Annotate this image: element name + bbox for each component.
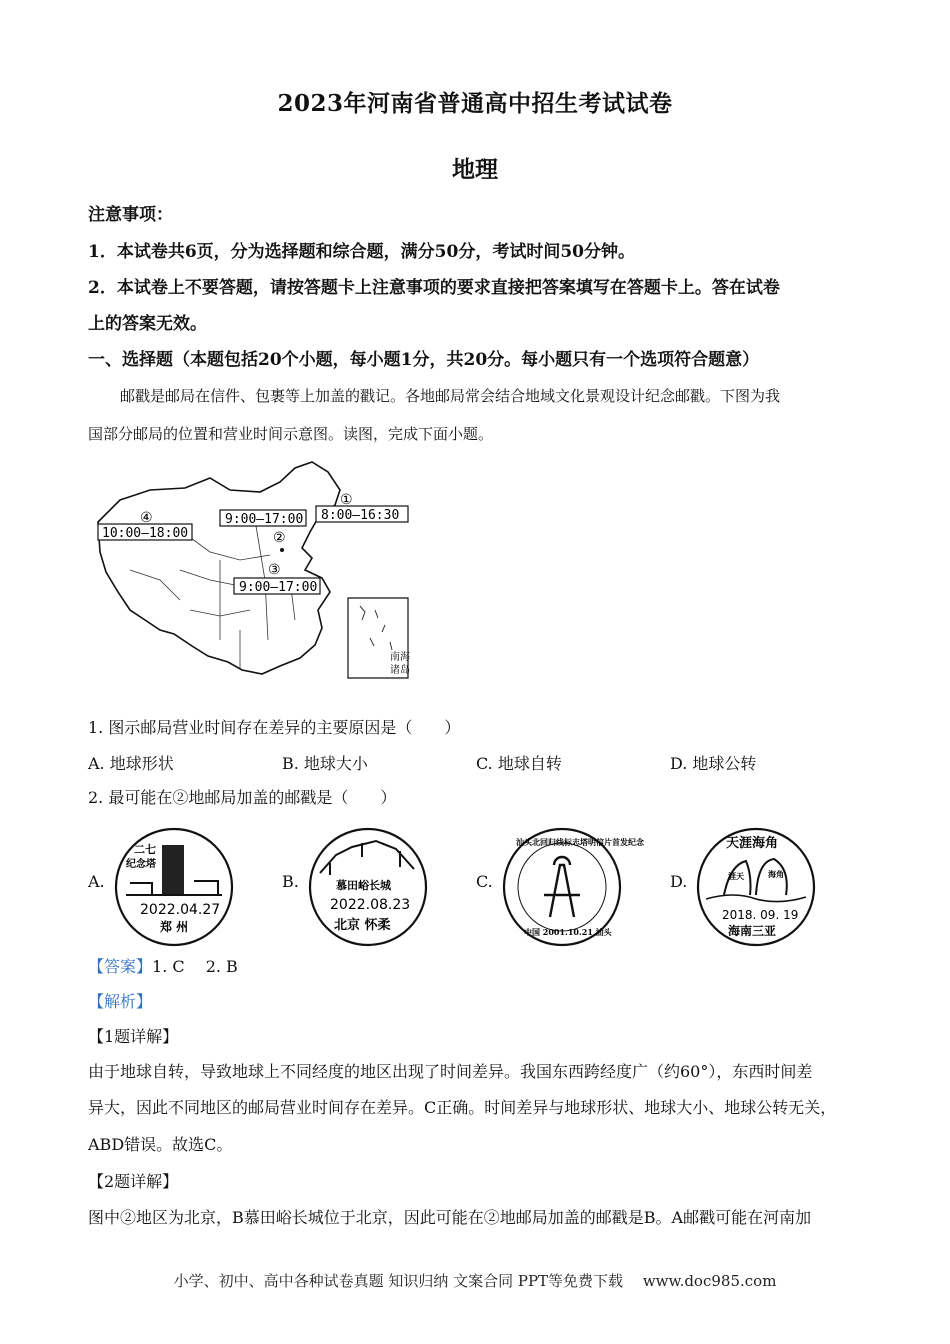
- detail-2-tag: 【2题详解】: [88, 1172, 179, 1191]
- svg-text:汕头北回归线标志塔明信片首发纪念: 汕头北回归线标志塔明信片首发纪念: [516, 837, 644, 847]
- svg-text:中国 2001.10.21 汕头: 中国 2001.10.21 汕头: [524, 927, 612, 937]
- q1-option-b[interactable]: B. 地球大小: [282, 754, 368, 773]
- page-title: 2023年河南省普通高中招生考试试卷: [277, 90, 673, 117]
- detail-1-tag: 【1题详解】: [88, 1027, 179, 1046]
- notice-heading: 注意事项：: [88, 205, 173, 225]
- q1-option-a[interactable]: A. 地球形状: [88, 754, 174, 773]
- answer-text: 1. C 2. B: [152, 957, 238, 976]
- svg-text:海角: 海角: [768, 869, 784, 879]
- detail-2-line-1: 图中②地区为北京，B慕田峪长城位于北京，因此可能在②地邮局加盖的邮戳是B。A邮戳可能在河南加: [88, 1208, 812, 1227]
- svg-text:涯天: 涯天: [728, 871, 744, 881]
- notice-item-1: 1．本试卷共6页，分为选择题和综合题，满分50分，考试时间50分钟。: [88, 242, 635, 262]
- point-label-4: ④: [140, 510, 153, 526]
- svg-text:2022.08.23: 2022.08.23: [330, 897, 411, 913]
- svg-text:2022.04.27: 2022.04.27: [140, 902, 221, 918]
- stamp-b-mutianyu[interactable]: [306, 825, 430, 949]
- intro-line-2: 国部分邮局的位置和营业时间示意图。读图，完成下面小题。: [88, 425, 494, 443]
- time-label-4: 10:00–18:00: [102, 526, 189, 541]
- stamp-c-shantou[interactable]: [500, 825, 644, 949]
- inset-label-1: 南海: [390, 652, 410, 663]
- svg-text:北京 怀柔: 北京 怀柔: [334, 918, 391, 933]
- notice-item-2b: 上的答案无效。: [88, 314, 207, 334]
- detail-1-line-2: 异大，因此不同地区的邮局营业时间存在差异。C正确。时间差异与地球形状、地球大小、地球公转无关，: [88, 1098, 837, 1117]
- answer-line: [88, 955, 868, 979]
- time-label-3: 9:00–17:00: [239, 580, 318, 595]
- time-label-1: 8:00–16:30: [321, 508, 400, 523]
- q2-option-b-letter[interactable]: B.: [282, 872, 299, 891]
- svg-text:海南三亚: 海南三亚: [728, 924, 777, 938]
- inset-label-2: 诸岛: [390, 665, 410, 676]
- q2-stem: 2. 最可能在②地邮局加盖的邮戳是（ ）: [88, 788, 397, 807]
- svg-text:天涯海角: 天涯海角: [726, 836, 779, 851]
- point-label-2: ②: [273, 530, 286, 546]
- q1-option-c[interactable]: C. 地球自转: [476, 754, 562, 773]
- svg-text:2018. 09. 19: 2018. 09. 19: [722, 908, 799, 922]
- svg-text:郑 州: 郑 州: [160, 920, 189, 934]
- china-map: [90, 460, 420, 688]
- svg-text:二七: 二七: [134, 843, 156, 856]
- time-label-2: 9:00–17:00: [225, 512, 304, 527]
- intro-line-1: 邮戳是邮局在信件、包裹等上加盖的戳记。各地邮局常会结合地域文化景观设计纪念邮戳。下图为我: [120, 387, 781, 405]
- q2-option-c-letter[interactable]: C.: [476, 872, 493, 891]
- footer-text: 小学、初中、高中各种试卷真题 知识归纳 文案合同 PPT等免费下载 www.doc985.com: [173, 1272, 777, 1290]
- point-label-3: ③: [268, 562, 281, 578]
- svg-text:慕田峪长城: 慕田峪长城: [336, 879, 391, 892]
- q1-option-d[interactable]: D. 地球公转: [670, 754, 757, 773]
- answer-tag: 【答案】: [88, 957, 153, 976]
- q2-option-a-letter[interactable]: A.: [88, 872, 105, 891]
- subject-title: 地理: [452, 156, 498, 183]
- svg-text:纪念塔: 纪念塔: [126, 859, 156, 870]
- section1-heading: 一、选择题（本题包括20个小题，每小题1分，共20分。每小题只有一个选项符合题意）: [88, 350, 760, 370]
- q1-stem: 1. 图示邮局营业时间存在差异的主要原因是（ ）: [88, 718, 461, 737]
- detail-1-line-3: ABD错误。故选C。: [88, 1135, 233, 1154]
- notice-item-2a: 2．本试卷上不要答题，请按答题卡上注意事项的要求直接把答案填写在答题卡上。答在试卷: [88, 278, 780, 298]
- analysis-tag: 【解析】: [88, 992, 153, 1011]
- detail-1-line-1: 由于地球自转，导致地球上不同经度的地区出现了时间差异。我国东西跨经度广（约60°），东西时间差: [88, 1062, 813, 1081]
- q2-option-d-letter[interactable]: D.: [670, 872, 688, 891]
- stamp-a-zhengzhou[interactable]: [112, 825, 236, 949]
- stamp-d-sanya[interactable]: [694, 825, 818, 949]
- point-label-1: ①: [340, 492, 353, 508]
- china-outline: [98, 462, 340, 674]
